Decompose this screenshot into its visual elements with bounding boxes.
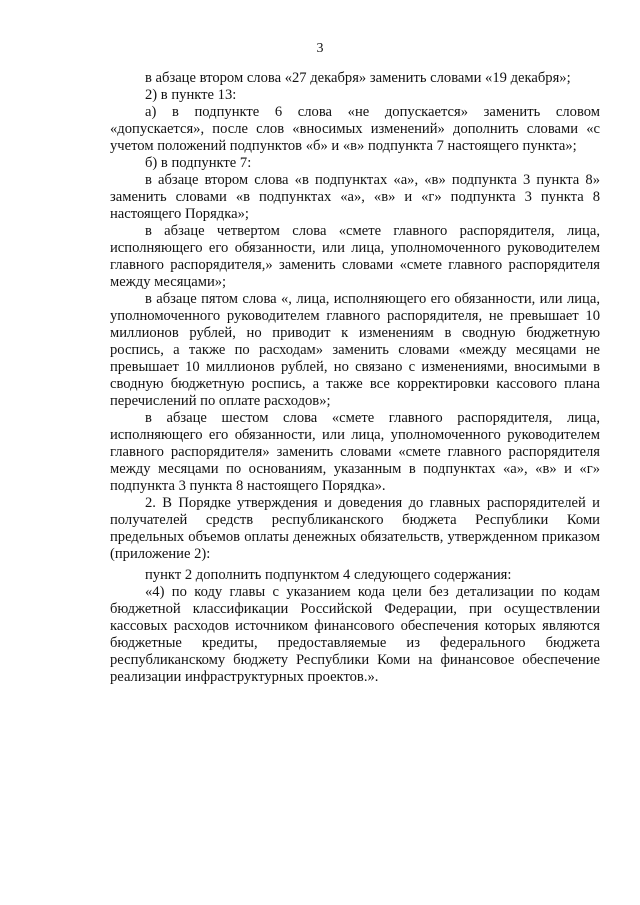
paragraph-1: в абзаце втором слова «27 декабря» заменить словами «19 декабря»; <box>145 70 571 86</box>
paragraph-11: «4) по коду главы с указанием кода цели без детализации по кодам бюджетной классификации Российской Федерации, при осуществлении кассовых расходов источником финансового обеспечения которых являются бюджетные кредиты, предоставляемые из федерального бюджета республиканскому бюджету Республики Коми на финансовое обеспечение реализации инфраструктурных проектов.». <box>110 584 600 685</box>
paragraph-2: 2) в пункте 13: <box>145 87 237 103</box>
paragraph-8: в абзаце шестом слова «смете главного распорядителя, лица, исполняющего его обязанности, или лица, уполномоченного руководителем главного распорядителя» заменить словами «смете главного распорядителя между месяцами по основаниям, указанным в подпунктах «а», «в» и «г» подпункта 3 пункта 8 настоящего Порядка». <box>110 410 600 494</box>
paragraph-4: б) в подпункте 7: <box>145 155 252 171</box>
page-number: 3 <box>316 41 324 56</box>
paragraph-3: а) в подпункте 6 слова «не допускается» заменить словом «допускается», после слов «вносимых изменений» дополнить словами «с учетом положений подпунктов «б» и «в» подпункта 7 настоящего пункта»; <box>110 104 600 154</box>
paragraph-7: в абзаце пятом слова «, лица, исполняющего его обязанности, или лица, уполномоченного руководителем главного распорядителя, не превышает 10 миллионов рублей, но приводит к изменениям в сводную бюджетную роспись, а также по расходам» заменить словами «между месяцами не превышает 10 миллионов рублей, но связано с изменениями, вносимыми в сводную бюджетную роспись, а также все корректировки кассового плана перечислений по оплате расходов»; <box>110 291 600 409</box>
paragraph-9: 2. В Порядке утверждения и доведения до главных распорядителей и получателей средств республиканского бюджета Республики Коми предельных объемов оплаты денежных обязательств, утвержденном приказом (приложение 2): <box>110 495 600 562</box>
paragraph-10: пункт 2 дополнить подпунктом 4 следующего содержания: <box>145 567 512 583</box>
paragraph-5: в абзаце втором слова «в подпунктах «а», «в» подпункта 3 пункта 8» заменить словами «в подпунктах «а», «в» и «г» подпункта 3 пункта 8 настоящего Порядка»; <box>110 172 600 222</box>
document-body <box>110 70 600 686</box>
paragraph-6: в абзаце четвертом слова «смете главного распорядителя, лица, исполняющего его обязанности, или лица, уполномоченного руководителем главного распорядителя,» заменить словами «смете главного распорядителя между месяцами»; <box>110 223 600 290</box>
